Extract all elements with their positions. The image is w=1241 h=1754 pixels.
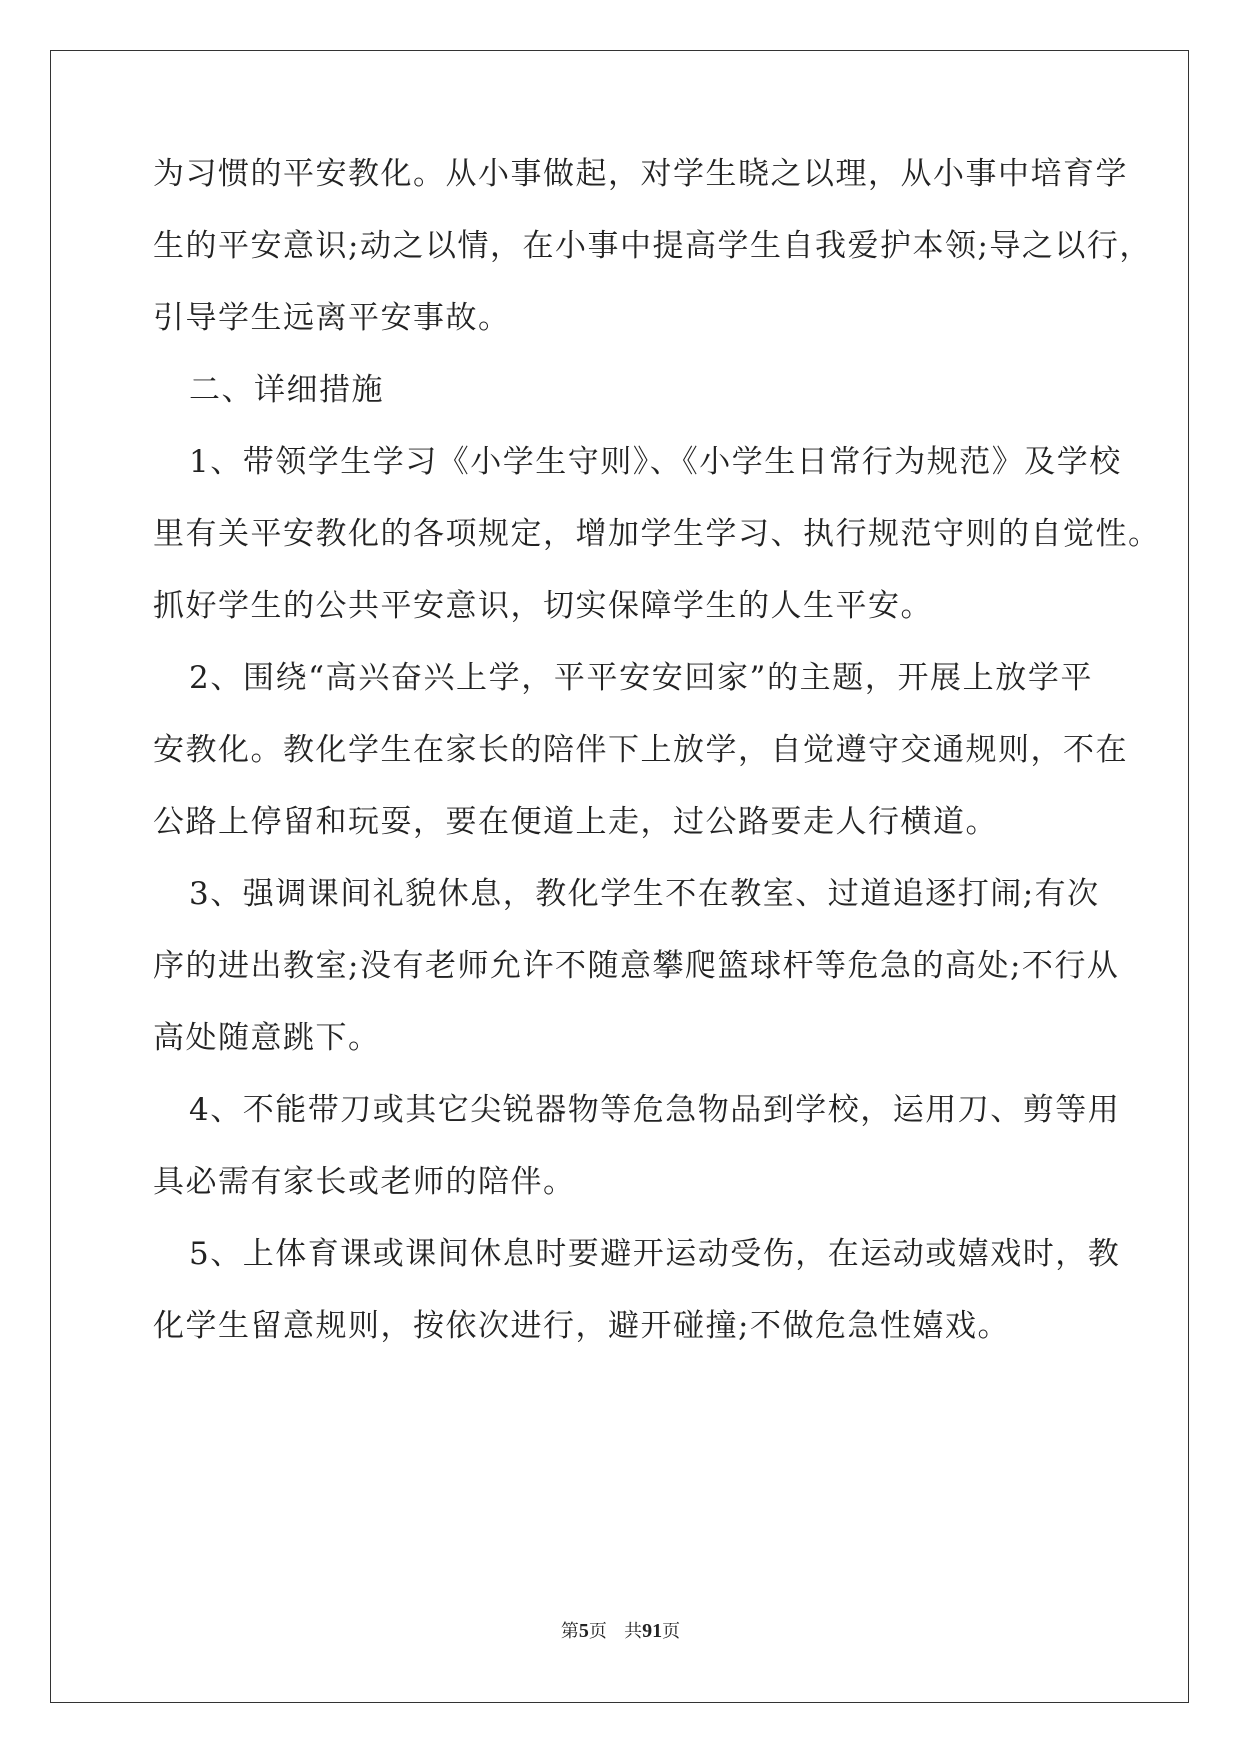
page-suffix: 页 bbox=[588, 1621, 607, 1642]
text-line: 公路上停留和玩耍，要在便道上走，过公路要走人行横道。 bbox=[153, 804, 998, 840]
text-line: 4、不能带刀或其它尖锐器物等危急物品到学校，运用刀、剪等用 bbox=[189, 1092, 1121, 1128]
text-line: 1、带领学生学习《小学生守则》、《小学生日常行为规范》及学校 bbox=[189, 444, 1122, 480]
text-line: 引导学生远离平安事故。 bbox=[153, 300, 511, 336]
text-line: 安教化。教化学生在家长的陪伴下上放学，自觉遵守交通规则，不在 bbox=[153, 732, 1128, 768]
text-line: 序的进出教室;没有老师允许不随意攀爬篮球杆等危急的高处;不行从 bbox=[153, 948, 1120, 984]
text-line: 高处随意跳下。 bbox=[153, 1020, 381, 1056]
total-suffix: 页 bbox=[662, 1621, 681, 1642]
section-heading: 二、详细措施 bbox=[189, 372, 384, 408]
text-line: 里有关平安教化的各项规定，增加学生学习、执行规范守则的自觉性。 bbox=[153, 516, 1161, 552]
page-prefix: 第 bbox=[560, 1621, 579, 1642]
text-line: 2、围绕“高兴奋兴上学，平平安安回家”的主题，开展上放学平 bbox=[189, 660, 1093, 696]
page-number: 5 bbox=[578, 1620, 589, 1642]
text-line: 3、强调课间礼貌休息，教化学生不在教室、过道追逐打闹;有次 bbox=[189, 876, 1100, 912]
text-line: 为习惯的平安教化。从小事做起，对学生晓之以理，从小事中培育学 bbox=[153, 156, 1128, 192]
page-footer bbox=[0, 1619, 1241, 1644]
text-line: 化学生留意规则，按依次进行，避开碰撞;不做危急性嬉戏。 bbox=[153, 1308, 1010, 1344]
total-prefix: 共 bbox=[624, 1621, 643, 1642]
text-line: 抓好学生的公共平安意识，切实保障学生的人生平安。 bbox=[153, 588, 933, 624]
text-line: 生的平安意识;动之以情，在小事中提高学生自我爱护本领;导之以行， bbox=[153, 228, 1152, 264]
text-line: 具必需有家长或老师的陪伴。 bbox=[153, 1164, 576, 1200]
text-line: 5、上体育课或课间休息时要避开运动受伤，在运动或嬉戏时，教 bbox=[189, 1236, 1121, 1272]
total-pages: 91 bbox=[642, 1620, 663, 1642]
